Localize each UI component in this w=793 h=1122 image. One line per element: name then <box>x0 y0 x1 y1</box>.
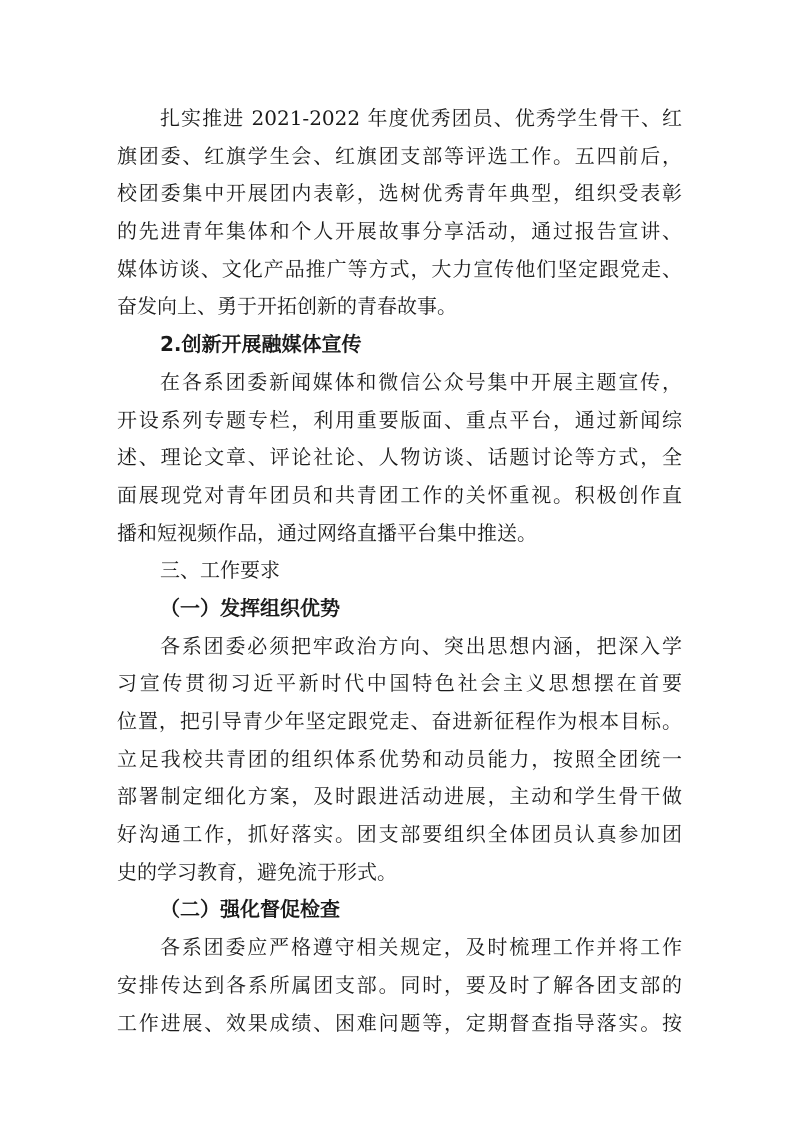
text-line: 各系团委应严格遵守相关规定，及时梳理工作并将工作 <box>160 935 682 960</box>
paragraph-supervision-inspection <box>117 929 682 1042</box>
paragraph-outstanding-selection <box>117 100 682 326</box>
text-line: 在各系团委新闻媒体和微信公众号集中开展主题宣传， <box>160 369 682 394</box>
text-line: 校团委集中开展团内表彰，选树优秀青年典型，组织受表彰 <box>117 181 682 206</box>
heading-media-promotion: 2.创新开展融媒体宣传 <box>160 332 362 357</box>
text-line: 史的学习教育，避免流于形式。 <box>117 859 397 884</box>
heading-organization-advantage: （一）发挥组织优势 <box>160 595 340 620</box>
text-line: 面展现党对青年团员和共青团工作的关怀重视。积极创作直 <box>117 482 682 507</box>
text-line: 好沟通工作，抓好落实。团支部要组织全体团员认真参加团 <box>117 822 682 847</box>
paragraph-organization-advantage <box>117 628 682 892</box>
text-line: 部署制定细化方案，及时跟进活动进展，主动和学生骨干做 <box>117 784 682 809</box>
text-line: 媒体访谈、文化产品推广等方式，大力宣传他们坚定跟党走、 <box>117 256 682 281</box>
text-line: 述、理论文章、评论社论、人物访谈、话题讨论等方式，全 <box>117 445 682 470</box>
text-line: 习宣传贯彻习近平新时代中国特色社会主义思想摆在首要 <box>117 671 682 696</box>
text-line: 各系团委必须把牢政治方向、突出思想内涵，把深入学 <box>160 633 682 658</box>
text-line: 的先进青年集体和个人开展故事分享活动，通过报告宣讲、 <box>117 219 682 244</box>
document-body <box>117 100 682 1042</box>
text-line: 工作进展、效果成绩、困难问题等，定期督查指导落实。按 <box>117 1010 682 1035</box>
text-line: 开设系列专题专栏，利用重要版面、重点平台，通过新闻综 <box>117 407 682 432</box>
text-line: 立足我校共青团的组织体系优势和动员能力，按照全团统一 <box>117 746 682 771</box>
text-line: 安排传达到各系所属团支部。同时，要及时了解各团支部的 <box>117 972 682 997</box>
text-line: 奋发向上、勇于开拓创新的青春故事。 <box>117 294 457 319</box>
text-line: 播和短视频作品，通过网络直播平台集中推送。 <box>117 520 537 545</box>
heading-supervision-inspection: （二）强化督促检查 <box>160 897 340 922</box>
paragraph-media-promotion <box>117 364 682 552</box>
text-line: 扎实推进 2021-2022 年度优秀团员、优秀学生骨干、红 <box>160 106 682 130</box>
text-line: 旗团委、红旗学生会、红旗团支部等评选工作。五四前后， <box>117 143 682 168</box>
heading-work-requirements: 三、工作要求 <box>160 558 280 583</box>
text-line: 位置，把引导青少年坚定跟党走、奋进新征程作为根本目标。 <box>117 709 682 733</box>
